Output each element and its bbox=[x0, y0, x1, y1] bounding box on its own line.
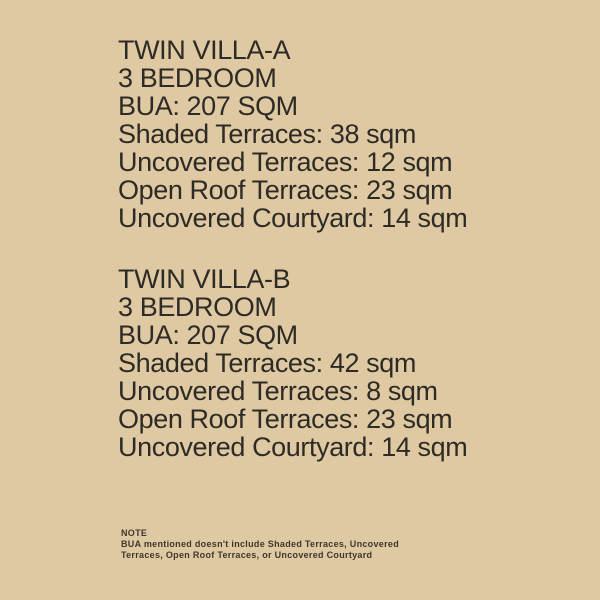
villa-a-bedrooms: 3 BEDROOM bbox=[118, 63, 277, 93]
villa-a-title: TWIN VILLA-A bbox=[118, 35, 291, 65]
villa-a-spec-block bbox=[118, 36, 467, 232]
villa-b-bua: BUA: 207 SQM bbox=[118, 320, 298, 350]
villa-b-uncovered-courtyard: Uncovered Courtyard: 14 sqm bbox=[118, 432, 468, 462]
villa-b-spec-block bbox=[118, 265, 467, 461]
villa-b-bedrooms: 3 BEDROOM bbox=[118, 292, 277, 322]
villa-b-title: TWIN VILLA-B bbox=[118, 264, 291, 294]
villa-a-open-roof-terraces: Open Roof Terraces: 23 sqm bbox=[118, 175, 453, 205]
villa-a-bua: BUA: 207 SQM bbox=[118, 91, 298, 121]
note-text-line-2: Terraces, Open Roof Terraces, or Uncovered Courtyard bbox=[121, 550, 373, 560]
note-block bbox=[121, 528, 399, 561]
note-text-line-1: BUA mentioned doesn't include Shaded Terraces, Uncovered bbox=[121, 539, 399, 549]
villa-a-shaded-terraces: Shaded Terraces: 38 sqm bbox=[118, 119, 416, 149]
villa-b-open-roof-terraces: Open Roof Terraces: 23 sqm bbox=[118, 404, 453, 434]
villa-b-uncovered-terraces: Uncovered Terraces: 8 sqm bbox=[118, 376, 438, 406]
villa-b-shaded-terraces: Shaded Terraces: 42 sqm bbox=[118, 348, 416, 378]
villa-a-uncovered-courtyard: Uncovered Courtyard: 14 sqm bbox=[118, 203, 468, 233]
villa-a-uncovered-terraces: Uncovered Terraces: 12 sqm bbox=[118, 147, 453, 177]
note-title: NOTE bbox=[121, 528, 148, 538]
